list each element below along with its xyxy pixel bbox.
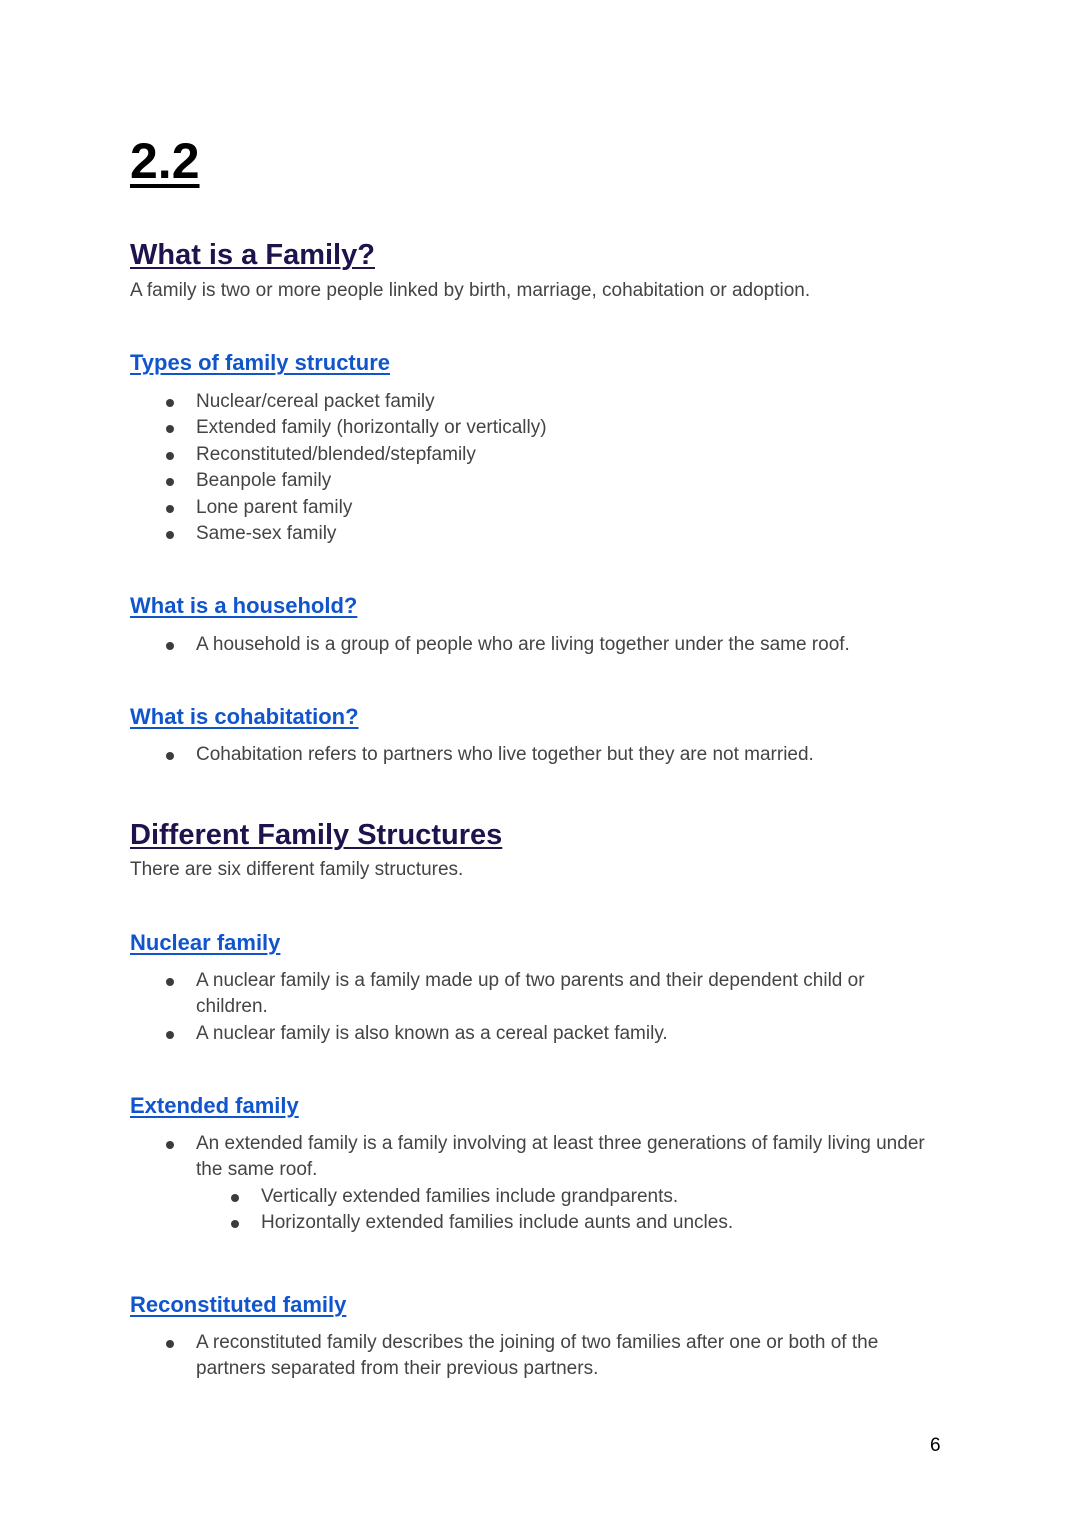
- heading-reconstituted-family: Reconstituted family: [130, 1292, 347, 1317]
- heading-nuclear-family: Nuclear family: [130, 930, 281, 955]
- family-definition: A family is two or more people linked by birth, marriage, cohabitation or adoption.: [130, 280, 811, 301]
- list-item: Vertically extended families include grandparents.: [130, 1184, 930, 1210]
- list-item: A reconstituted family describes the joining of two families after one or both of the partners separated from their previous partners.: [130, 1330, 930, 1383]
- list-item: Reconstituted/blended/stepfamily: [130, 442, 930, 468]
- list-item: Same-sex family: [130, 521, 930, 547]
- list-item: Beanpole family: [130, 468, 930, 494]
- heading-extended-family: Extended family: [130, 1093, 299, 1118]
- list-item: Nuclear/cereal packet family: [130, 389, 930, 415]
- list-item: Cohabitation refers to partners who live together but they are not married.: [130, 742, 930, 768]
- extended-sublist: [130, 1184, 930, 1237]
- heading-types-of-family-structure: Types of family structure: [130, 350, 390, 375]
- list-item: A nuclear family is a family made up of two parents and their dependent child or children.: [130, 968, 930, 1021]
- page-number: 6: [930, 1435, 941, 1456]
- list-item: A household is a group of people who are living together under the same roof.: [130, 632, 930, 658]
- list-item: An extended family is a family involving at least three generations of family living under the same roof.: [130, 1131, 930, 1184]
- structures-intro: There are six different family structures.: [130, 859, 464, 880]
- extended-list: [130, 1131, 930, 1184]
- reconstituted-list: [130, 1330, 930, 1383]
- list-item: A nuclear family is also known as a cereal packet family.: [130, 1021, 930, 1047]
- nuclear-list: [130, 968, 930, 1047]
- heading-what-is-household: What is a household?: [130, 593, 358, 618]
- heading-what-is-family: What is a Family?: [130, 239, 375, 271]
- types-list: [130, 389, 930, 547]
- list-item: Lone parent family: [130, 495, 930, 521]
- list-item: Extended family (horizontally or vertically): [130, 415, 930, 441]
- household-list: [130, 632, 930, 658]
- list-item: Horizontally extended families include aunts and uncles.: [130, 1210, 930, 1236]
- page-title: 2.2: [130, 133, 200, 189]
- heading-different-family-structures: Different Family Structures: [130, 819, 503, 851]
- cohabitation-list: [130, 742, 930, 768]
- heading-what-is-cohabitation: What is cohabitation?: [130, 704, 359, 729]
